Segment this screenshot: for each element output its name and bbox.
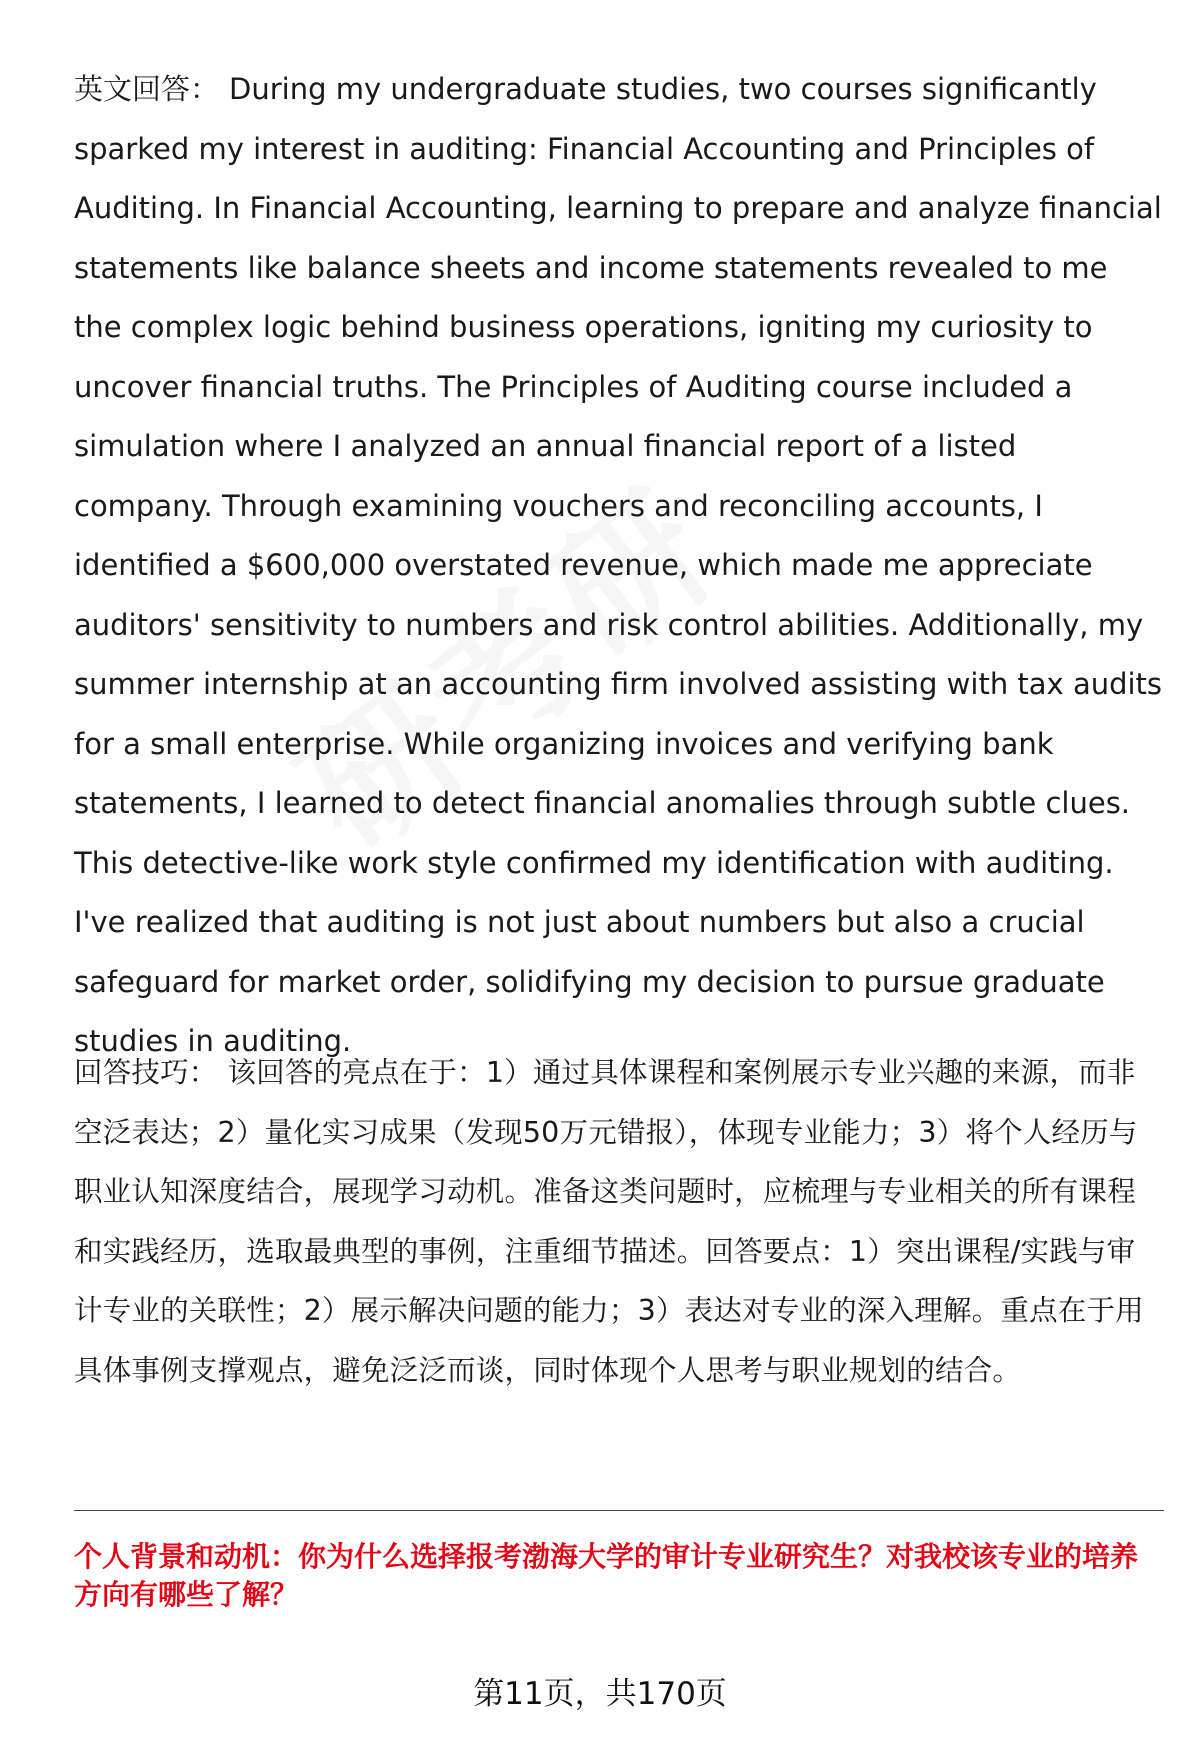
answer-tips-paragraph: [74, 1043, 1164, 1400]
section-divider: [74, 1510, 1164, 1511]
english-answer-label: 英文回答：: [74, 72, 220, 106]
answer-tips-text: 该回答的亮点在于：1）通过具体课程和案例展示专业兴趣的来源，而非空泛表达；2）量化实习成果（发现50万元错报），体现专业能力；3）将个人经历与职业认知深度结合，展现学习动机。准备这类问题时，应梳理与专业相关的所有课程和实践经历，选取最典型的事例，注重细节描述。回答要点：1）突出课程/实践与审计专业的关联性；2）展示解决问题的能力；3）表达对专业的深入理解。重点在于用具体事例支撑观点，避免泛泛而谈，同时体现个人思考与职业规划的结合。: [74, 1056, 1144, 1387]
answer-tips-label: 回答技巧：: [74, 1056, 218, 1089]
english-answer-paragraph: [74, 60, 1164, 1072]
page-number-footer: 第11页，共170页: [473, 1676, 727, 1712]
english-answer-text: During my undergraduate studies, two courses significantly sparked my interest in auditing: Financial Accounting and Principles of Auditing. In Financial Accounting, learning to prepare and analyze financial statements like balance sheets and income statements revealed to me the complex logic behind business operations, igniting my curiosity to uncover financial truths. The Principles of Auditing course included a simulation where I analyzed an annual financial report of a listed company. Through examining vouchers and reconciling accounts, I identified a $600,000 overstated revenue, which made me appreciate auditors' sensitivity to numbers and risk control abilities. Additionally, my summer internship at an accounting firm involved assisting with tax audits for a small enterprise. While organizing invoices and verifying bank statements, I learned to detect financial anomalies through subtle clues. This detective-like work style confirmed my identification with auditing. I've realized that auditing is not just about numbers but also a crucial safeguard for market order, solidifying my decision to pursue graduate studies in auditing.: [74, 72, 1163, 1058]
next-question-heading: 个人背景和动机：你为什么选择报考渤海大学的审计专业研究生？对我校该专业的培养方向有哪些了解？: [74, 1540, 1139, 1611]
